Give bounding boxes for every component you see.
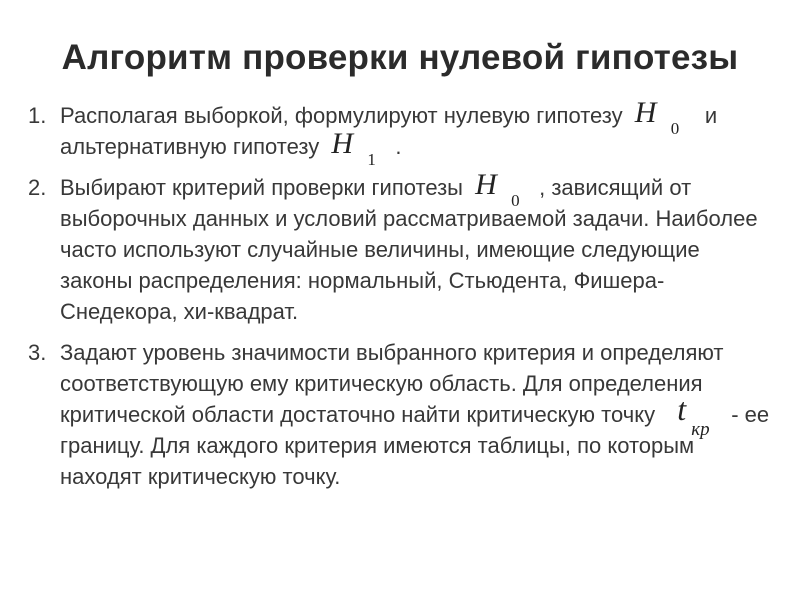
list-item-number: 2. (28, 175, 47, 200)
formula-symbol: t (677, 391, 688, 427)
list-item-text: Задают уровень значимости выбранного критерия и определяют соответствующую ему критическую область. Для определения критической области достаточно найти критическую точку (60, 340, 724, 427)
list-item-number: 3. (28, 340, 47, 365)
list-item-text: Располагая выборкой, формулируют нулевую гипотезу (60, 103, 623, 128)
formula-symbol: H (634, 96, 658, 129)
list-item-text: , зависящий от выборочных данных и условий рассматриваемой задачи. Наиболее часто используют случайные величины, имеющие следующие законы распределения: нормальный, Стьюдента, Фишера-Снедекора, хи-квадрат. (60, 175, 758, 324)
list-item-3 (28, 337, 778, 492)
formula-symbol: H (475, 168, 498, 201)
list-item-2 (28, 168, 778, 327)
formula-h1 (325, 127, 395, 169)
list-item-text: Выбирают критерий проверки гипотезы (60, 175, 463, 200)
list-item-text: и альтернативную гипотезу (60, 103, 718, 159)
formula-subscript: кр (691, 419, 710, 440)
formula-subscript: 1 (367, 150, 376, 169)
numbered-list (28, 96, 778, 502)
list-item-1 (28, 96, 778, 169)
list-item-number: 1. (28, 103, 47, 128)
formula-h0 (469, 168, 539, 210)
formula-subscript: 0 (511, 191, 520, 210)
formula-h0 (629, 96, 699, 138)
formula-subscript: 0 (670, 119, 680, 138)
list-item-text: . (395, 134, 402, 159)
formula-symbol: H (331, 127, 355, 160)
formula-t-kr (661, 391, 731, 440)
list-item-text: - ее границу. Для каждого критерия имеются таблицы, по которым находят критическую точку. (60, 402, 770, 489)
slide-title: Алгоритм проверки нулевой гипотезы (61, 38, 739, 77)
